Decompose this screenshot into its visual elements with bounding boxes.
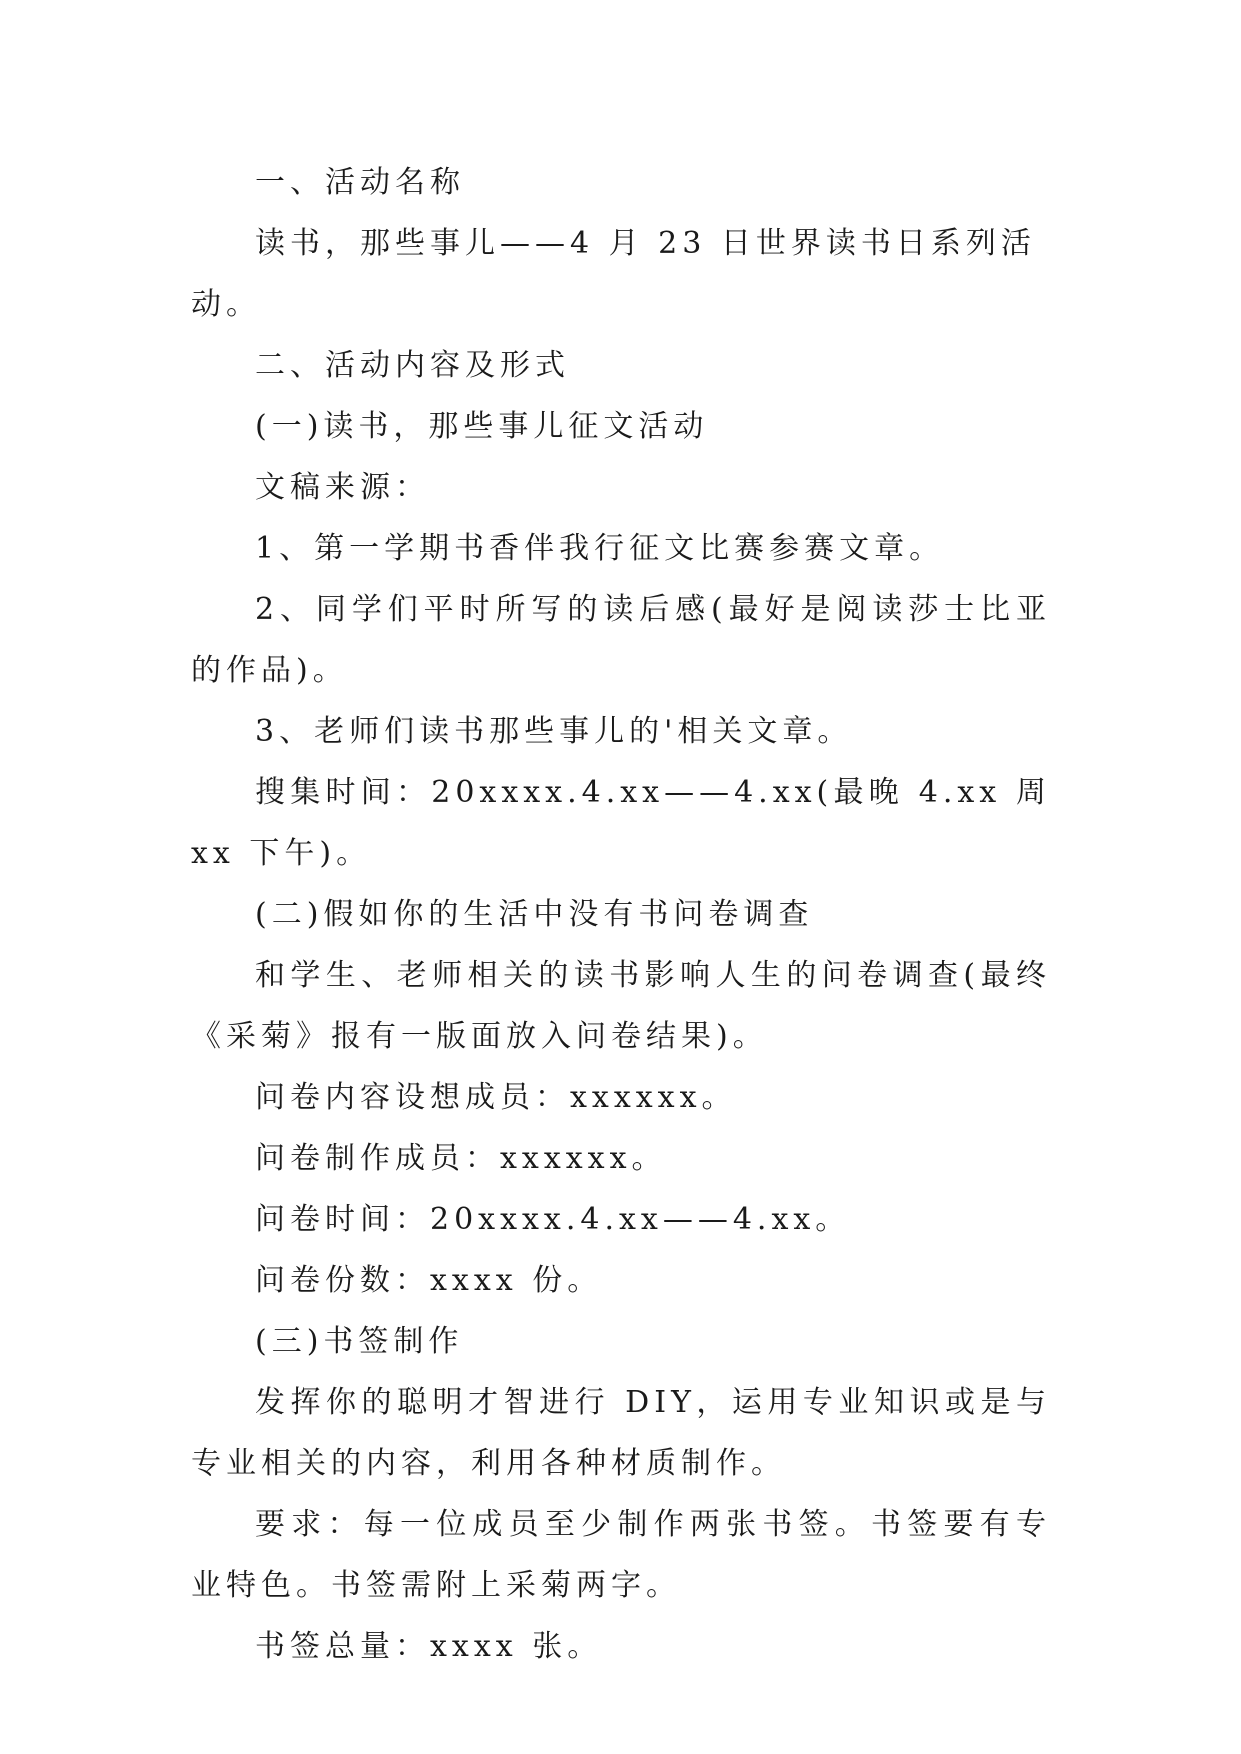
subheading-bookmark: (三)书签制作 (255, 1324, 464, 1359)
bookmark-requirements: 要求：每一位成员至少制作两张书签。书签要有专业特色。书签需附上采菊两字。 (191, 1507, 1051, 1603)
collection-time: 搜集时间：20xxxx.4.xx——4.xx(最晚 4.xx 周 xx 下午)。 (191, 775, 1051, 871)
source-item-1: 1、第一学期书香伴我行征文比赛参赛文章。 (255, 531, 945, 566)
activity-name-text: 读书，那些事儿——4 月 23 日世界读书日系列活动。 (191, 226, 1036, 322)
subheading-questionnaire: (二)假如你的生活中没有书问卷调查 (255, 897, 814, 932)
source-item-2: 2、同学们平时所写的读后感(最好是阅读莎士比亚的作品)。 (191, 592, 1051, 688)
bookmark-total: 书签总量：xxxx 张。 (255, 1629, 603, 1664)
subheading-essay-activity: (一)读书，那些事儿征文活动 (255, 409, 709, 444)
heading-activity-name: 一、活动名称 (255, 165, 465, 200)
manuscript-source-label: 文稿来源： (255, 470, 430, 505)
questionnaire-production-members: 问卷制作成员：xxxxxx。 (255, 1141, 667, 1176)
heading-activity-content: 二、活动内容及形式 (255, 348, 570, 383)
bookmark-description: 发挥你的聪明才智进行 DIY，运用专业知识或是与专业相关的内容，利用各种材质制作。 (191, 1385, 1051, 1481)
document-body (191, 152, 1051, 1677)
questionnaire-time: 问卷时间：20xxxx.4.xx——4.xx。 (255, 1202, 851, 1237)
questionnaire-design-members: 问卷内容设想成员：xxxxxx。 (255, 1080, 737, 1115)
questionnaire-description: 和学生、老师相关的读书影响人生的问卷调查(最终《采菊》报有一版面放入问卷结果)。 (191, 958, 1051, 1054)
source-item-3: 3、老师们读书那些事儿的'相关文章。 (255, 714, 853, 749)
questionnaire-count: 问卷份数：xxxx 份。 (255, 1263, 603, 1298)
